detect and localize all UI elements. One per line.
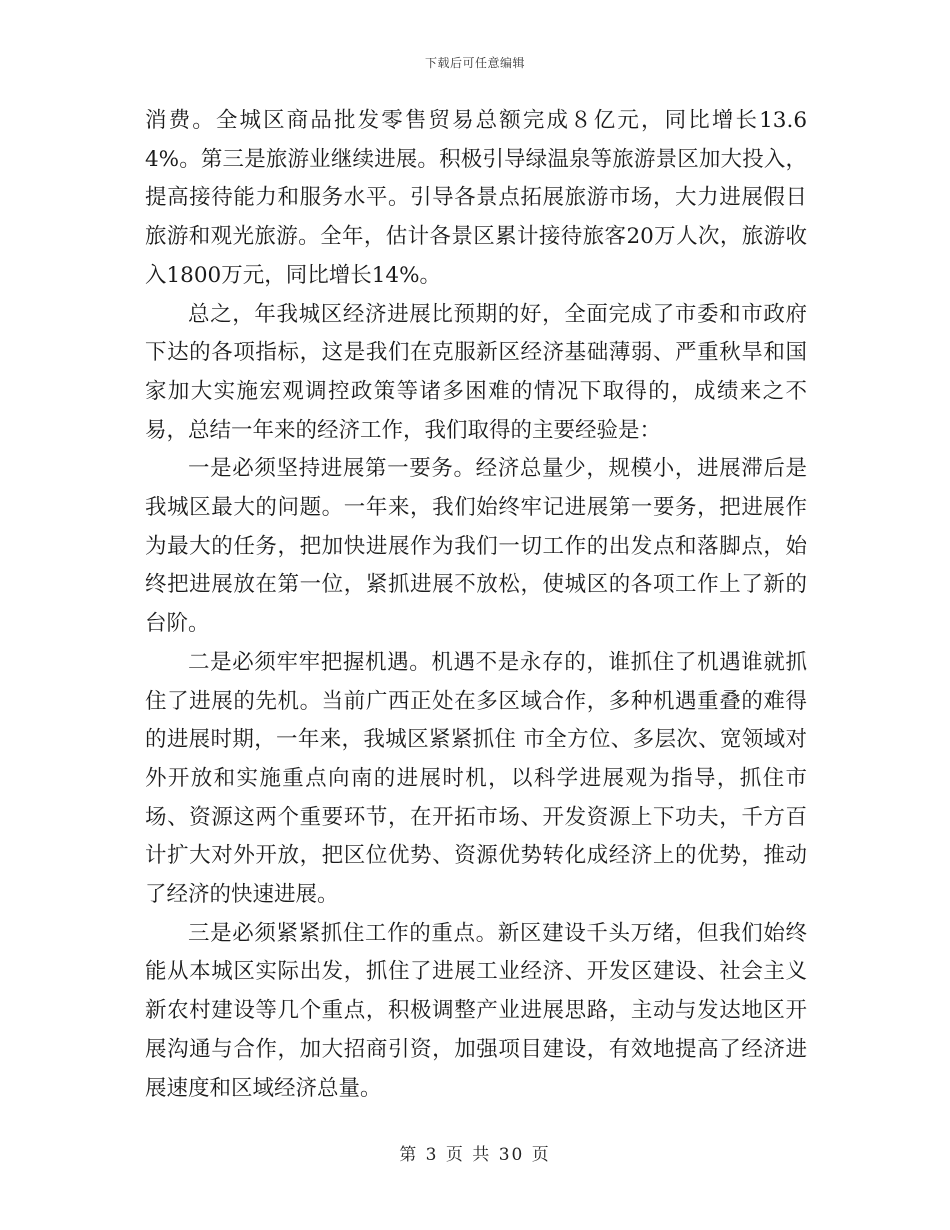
page-header: 下载后可任意编辑	[424, 56, 525, 70]
paragraph-3: 一是必须坚持进展第一要务。经济总量少，规模小，进展滞后是我城区最大的问题。一年来，我们始终牢记进展第一要务，把进展作为最大的任务，把加快进展作为我们一切工作的出发点和落脚点，始终把进展放在第一位，紧抓进展不放松，使城区的各项工作上了新的台阶。	[145, 456, 807, 637]
page-number-footer: 第 3 页 共 30 页	[399, 1145, 551, 1165]
paragraph-4: 二是必须牢牢把握机遇。机遇不是永存的，谁抓住了机遇谁就抓住了进展的先机。当前广西正处在多区域合作，多种机遇重叠的难得的进展时期，一年来，我城区紧紧抓住 市全方位、多层次、宽领域对外开放和实施重点向南的进展时机，以科学进展观为指导，抓住市场、资源这两个重要环节，在开拓市场、开发资源上下功夫，千方百计扩大对外开放，把区位优势、资源优势转化成经济上的优势，推动了经济的快速进展。	[145, 649, 807, 908]
paragraph-1: 消费。全城区商品批发零售贸易总额完成８亿元，同比增长13.64%。第三是旅游业继续进展。积极引导绿温泉等旅游景区加大投入，提高接待能力和服务水平。引导各景点拓展旅游市场，大力进展假日旅游和观光旅游。全年，估计各景区累计接待旅客20万人次，旅游收入1800万元，同比增长14%。	[145, 108, 807, 288]
paragraph-5: 三是必须紧紧抓住工作的重点。新区建设千头万绪，但我们始终能从本城区实际出发，抓住了进展工业经济、开发区建设、社会主义新农村建设等几个重点，积极调整产业进展思路，主动与发达地区开展沟通与合作，加大招商引资，加强项目建设，有效地提高了经济进展速度和区域经济总量。	[145, 920, 807, 1101]
paragraph-2: 总之，年我城区经济进展比预期的好，全面完成了市委和市政府下达的各项指标，这是我们在克服新区经济基础薄弱、严重秋旱和国家加大实施宏观调控政策等诸多困难的情况下取得的，成绩来之不易，总结一年来的经济工作，我们取得的主要经验是：	[145, 301, 807, 443]
document-body	[145, 102, 807, 1108]
